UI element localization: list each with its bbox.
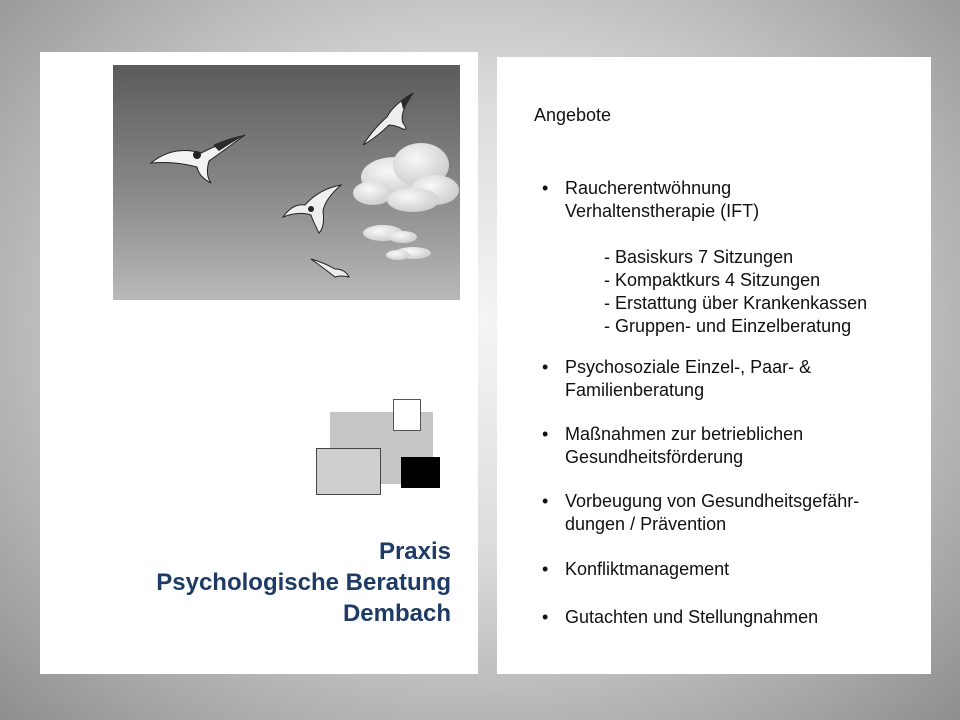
practice-name-line-1: Praxis xyxy=(378,538,451,565)
offer-line: Verhaltenstherapie (IFT) xyxy=(565,201,760,221)
bullet-icon: • xyxy=(542,178,549,198)
smoking-details-list xyxy=(604,246,867,338)
offer-line: Psychosoziale Einzel-, Paar- & xyxy=(565,357,812,377)
offer-line: Vorbeugung von Gesundheitsgefähr- xyxy=(565,491,860,511)
practice-name-line-3: Dembach xyxy=(342,600,451,627)
brochure-cover xyxy=(40,52,478,674)
offer-line: Konfliktmanagement xyxy=(565,559,730,579)
bullet-icon: • xyxy=(542,357,549,377)
bullet-icon: • xyxy=(542,559,549,579)
practice-name-line-2: Psychologische Beratung xyxy=(156,569,451,596)
detail-item-compact-course: - Kompaktkurs 4 Sitzungen xyxy=(604,270,821,290)
bullet-icon: • xyxy=(542,424,549,444)
seagulls-photo xyxy=(113,65,460,300)
offer-line: dungen / Prävention xyxy=(565,514,727,534)
logo-large-gray-square xyxy=(316,448,381,495)
offer-line: Gutachten und Stellungnahmen xyxy=(565,607,819,627)
detail-item-basic-course: - Basiskurs 7 Sitzungen xyxy=(604,247,794,267)
offer-line: Maßnahmen zur betrieblichen xyxy=(565,424,804,444)
offer-line: Raucherentwöhnung xyxy=(565,178,732,198)
logo-black-square xyxy=(401,457,440,488)
offers-page xyxy=(497,57,931,674)
practice-name xyxy=(156,536,451,629)
bullet-icon: • xyxy=(542,607,549,627)
offer-line: Gesundheitsförderung xyxy=(565,447,744,467)
offers-heading: Angebote xyxy=(534,105,612,125)
detail-item-insurance-refund: - Erstattung über Krankenkassen xyxy=(604,293,868,313)
logo-small-white-square xyxy=(393,399,421,431)
offer-line: Familienberatung xyxy=(565,380,705,400)
detail-item-group-individual: - Gruppen- und Einzelberatung xyxy=(604,316,852,336)
bullet-icon: • xyxy=(542,491,549,511)
